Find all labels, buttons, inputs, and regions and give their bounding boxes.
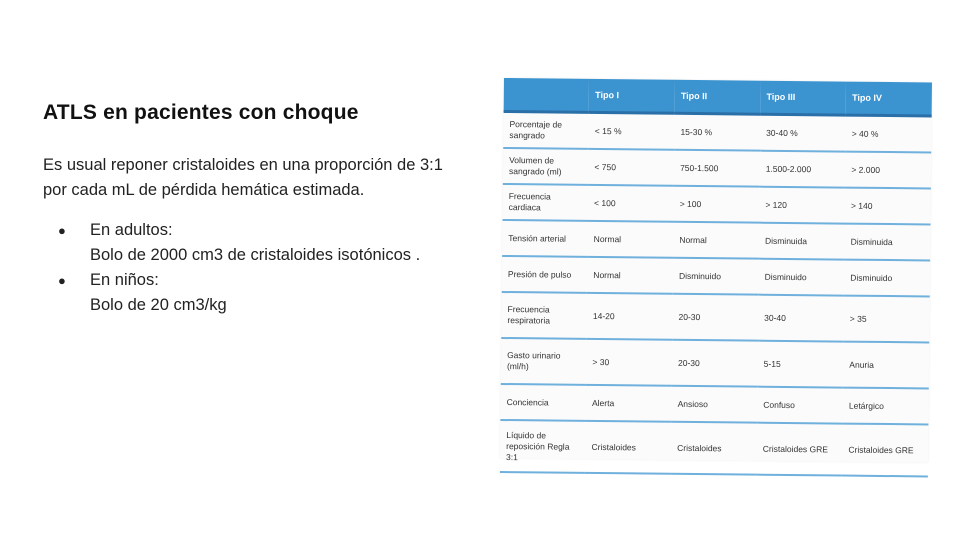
- table-row: [502, 220, 930, 260]
- table-row: [500, 384, 928, 424]
- table-cell: 20-30: [672, 340, 758, 387]
- bullet-list: [43, 218, 453, 318]
- table-cell: Disminuida: [844, 224, 930, 261]
- intro-paragraph: Es usual reponer cristaloides en una proporción de 3:1 por cada mL de pérdida hemática estimada.: [43, 156, 443, 199]
- table-param-cell: Frecuencia cardiaca: [503, 184, 589, 221]
- bullet-item-adults: [43, 218, 453, 268]
- table-header-cell: Tipo II: [675, 80, 761, 114]
- table-cell: < 15 %: [589, 112, 675, 149]
- table-cell: 15-30 %: [674, 113, 760, 150]
- table-cell: Disminuido: [758, 259, 844, 296]
- table-cell: Ansioso: [671, 386, 757, 423]
- table-cell: Disminuida: [759, 223, 845, 260]
- table-cell: Disminuido: [844, 260, 930, 297]
- table-row: [503, 148, 931, 188]
- table-cell: Letárgico: [843, 388, 929, 425]
- table-cell: Cristaloides GRE: [842, 424, 928, 477]
- bullet-heading: En adultos:: [90, 221, 173, 239]
- table-cell: 30-40 %: [760, 114, 846, 151]
- table-cell: 5-15: [757, 341, 843, 388]
- table-row: [501, 292, 929, 342]
- table-header-cell: [504, 78, 590, 112]
- table-row: [503, 111, 931, 152]
- shock-classification-table: [500, 78, 932, 477]
- bullet-dot-icon: ●: [58, 223, 66, 238]
- table-cell: > 2.000: [845, 152, 931, 189]
- table-cell: > 100: [674, 186, 760, 223]
- table-cell: Disminuido: [673, 258, 759, 295]
- table-row: [502, 256, 930, 296]
- slide-body: [43, 153, 453, 318]
- table-cell: > 30: [586, 339, 672, 386]
- table-cell: > 40 %: [846, 115, 932, 152]
- table-param-cell: Gasto urinario (ml/h): [501, 338, 587, 385]
- table-row: [503, 184, 931, 224]
- table-param-cell: Tensión arterial: [502, 220, 588, 257]
- table-param-cell: Presión de pulso: [502, 256, 588, 293]
- table-header-row: [504, 78, 932, 116]
- table-param-cell: Porcentaje de sangrado: [503, 111, 589, 148]
- table-cell: 1.500-2.000: [760, 151, 846, 188]
- bullet-heading: En niños:: [90, 271, 159, 289]
- bullet-detail: Bolo de 20 cm3/kg: [90, 296, 227, 314]
- table-cell: Cristaloides GRE: [757, 423, 843, 476]
- table-header-cell: Tipo I: [589, 79, 675, 113]
- table-cell: 30-40: [758, 295, 844, 342]
- table-header-cell: Tipo IV: [846, 82, 932, 116]
- table-param-cell: Líquido de reposición Regla 3:1: [500, 420, 586, 473]
- table-row: [501, 338, 929, 388]
- table-cell: Anuria: [843, 342, 929, 389]
- table-param-cell: Conciencia: [500, 384, 586, 421]
- table-cell: Normal: [587, 257, 673, 294]
- bullet-item-children: [43, 268, 453, 318]
- table-cell: 14-20: [587, 293, 673, 340]
- table-cell: Normal: [588, 221, 674, 258]
- bullet-detail: Bolo de 2000 cm3 de cristaloides isotónicos .: [90, 246, 421, 264]
- table-cell: > 140: [845, 188, 931, 225]
- table-cell: > 120: [759, 187, 845, 224]
- table-cell: Cristaloides: [671, 422, 757, 475]
- slide-title: ATLS en pacientes con choque: [43, 101, 359, 124]
- table-header-cell: Tipo III: [760, 81, 846, 115]
- table-row: [500, 420, 929, 476]
- shock-classification-table-image: [500, 78, 932, 462]
- table-cell: Confuso: [757, 387, 843, 424]
- table-param-cell: Frecuencia respiratoria: [501, 292, 587, 339]
- table-cell: < 750: [588, 149, 674, 186]
- table-cell: Normal: [673, 222, 759, 259]
- table-cell: 20-30: [672, 294, 758, 341]
- table-cell: > 35: [844, 296, 930, 343]
- table-cell: 750-1.500: [674, 150, 760, 187]
- table-param-cell: Volumen de sangrado (ml): [503, 148, 589, 185]
- bullet-dot-icon: ●: [58, 273, 66, 288]
- table-cell: Alerta: [586, 385, 672, 422]
- table-cell: < 100: [588, 185, 674, 222]
- table-cell: Cristaloides: [585, 421, 671, 474]
